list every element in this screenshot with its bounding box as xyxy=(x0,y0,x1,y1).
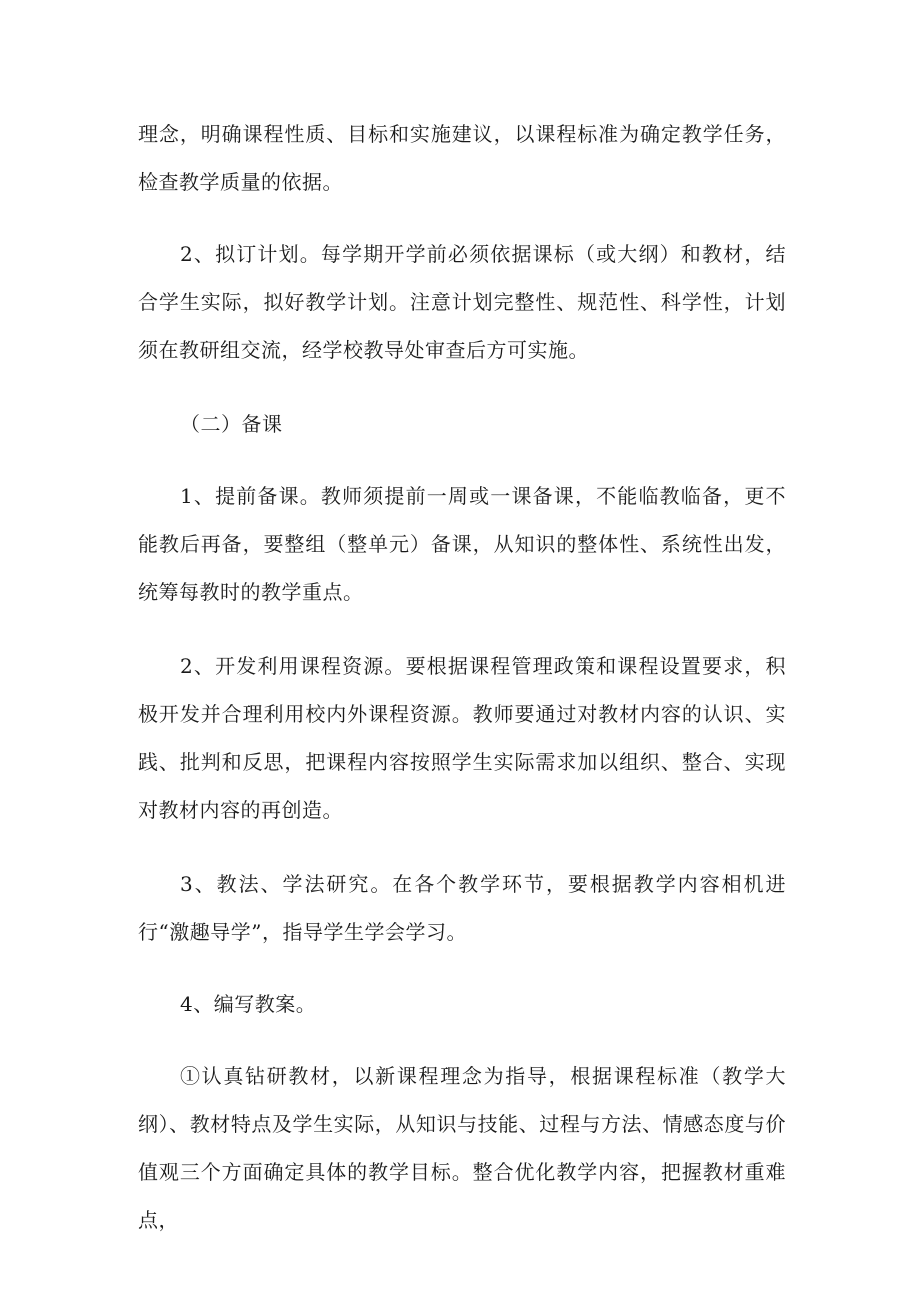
paragraph-advance-prep: 1、提前备课。教师须提前一周或一课备课，不能临教临备，更不能教后再备，要整组（整单元）备课，从知识的整体性、系统性出发，统筹每教时的教学重点。 xyxy=(138,484,786,604)
section-heading-lesson-prep: （二）备课 xyxy=(180,412,283,436)
paragraph-teaching-methods: 3、教法、学法研究。在各个教学环节，要根据教学内容相机进行“激趣导学”，指导学生学会学习。 xyxy=(138,872,786,944)
paragraph-study-materials: ①认真钻研教材，以新课程理念为指导，根据课程标准（教学大纲）、教材特点及学生实际，从知识与技能、过程与方法、情感态度与价值观三个方面确定具体的教学目标。整合优化教学内容，把握教材重难点， xyxy=(138,1064,786,1232)
paragraph-continuation: 理念，明确课程性质、目标和实施建议，以课程标准为确定教学任务，检查教学质量的依据。 xyxy=(138,122,786,194)
paragraph-write-lesson-plan: 4、编写教案。 xyxy=(180,992,317,1016)
paragraph-plan: 2、拟订计划。每学期开学前必须依据课标（或大纲）和教材，结合学生实际，拟好教学计划。注意计划完整性、规范性、科学性，计划须在教研组交流，经学校教导处审查后方可实施。 xyxy=(138,242,786,362)
paragraph-course-resources: 2、开发利用课程资源。要根据课程管理政策和课程设置要求，积极开发并合理利用校内外课程资源。教师要通过对教材内容的认识、实践、批判和反思，把课程内容按照学生实际需求加以组织、整合、实现对教材内容的再创造。 xyxy=(138,654,786,822)
